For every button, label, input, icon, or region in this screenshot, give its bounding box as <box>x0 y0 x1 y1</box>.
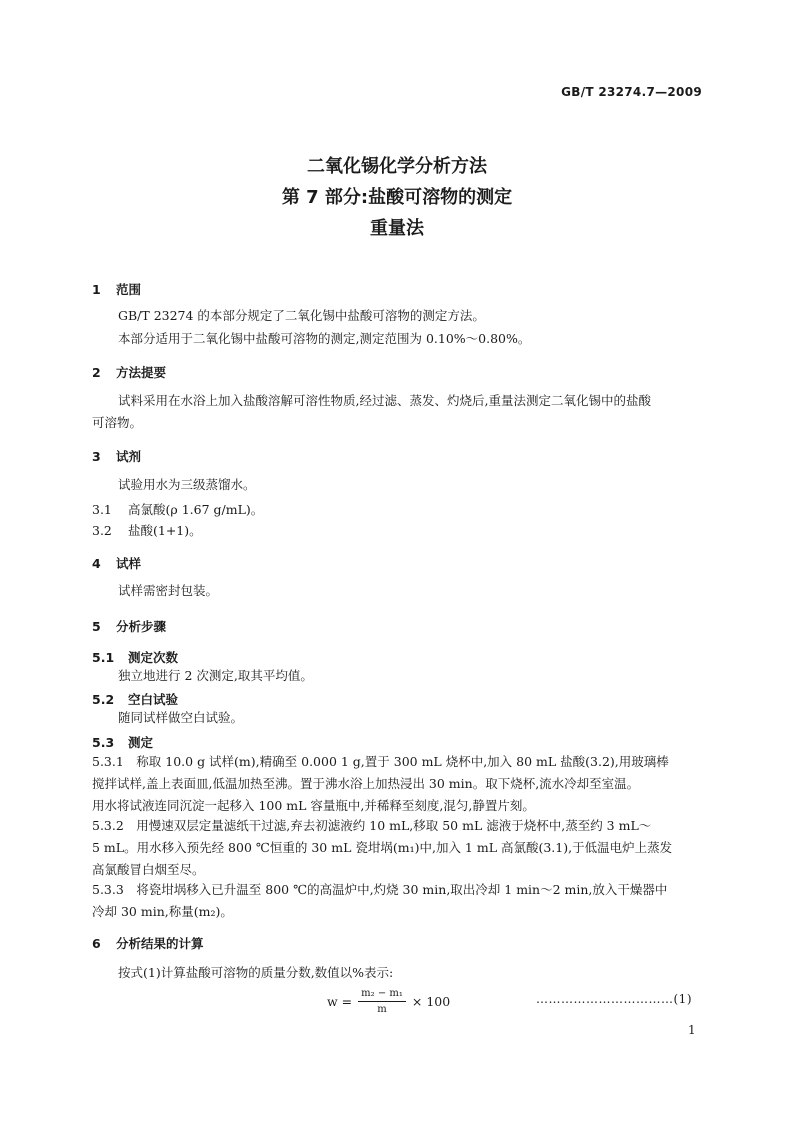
subsection-5-1-heading <box>92 648 178 666</box>
item-text: 盐酸(1+1)。 <box>128 523 202 538</box>
clause-5-3-1-line-1: 5.3.1 称取 10.0 g 试样(m),精确至 0.000 1 g,置于 300 mL 烧杯中,加入 80 mL 盐酸(3.2),用玻璃棒 <box>92 754 669 769</box>
subsection-title: 测定 <box>128 735 154 750</box>
clause-5-3-3-line-1: 5.3.3 将瓷坩埚移入已升温至 800 ℃的高温炉中,灼烧 30 min,取出冷却 1 min～2 min,放入干燥器中 <box>92 882 668 897</box>
section-title: 试样 <box>116 556 142 571</box>
section-6-heading <box>92 934 204 952</box>
clause-5-3-1-line-3: 用水将试液连同沉淀一起移入 100 mL 容量瓶中,并稀释至刻度,混匀,静置片刻。 <box>92 798 535 813</box>
section-4-para-1: 试样需密封包装。 <box>118 583 219 598</box>
clause-5-3-1-line-2: 搅拌试样,盖上表面皿,低温加热至沸。置于沸水浴上加热浸出 30 min。取下烧杯,流水冷却至室温。 <box>92 776 640 791</box>
section-title: 试剂 <box>116 449 142 464</box>
subsection-title: 空白试验 <box>128 692 179 707</box>
formula-1 <box>327 988 450 1015</box>
subsection-number: 5.2 <box>92 692 115 707</box>
item-3-1 <box>92 500 263 518</box>
section-6-para-1: 按式(1)计算盐酸可溶物的质量分数,数值以%表示: <box>118 965 394 980</box>
title-line-2: 第 7 部分:盐酸可溶物的测定 <box>281 187 513 208</box>
subsection-number: 5.3 <box>92 735 115 750</box>
section-3-heading <box>92 447 141 465</box>
title-line-1: 二氧化锡化学分析方法 <box>307 156 487 177</box>
section-number: 4 <box>92 556 101 571</box>
title-line-3: 重量法 <box>370 218 424 239</box>
page-number: 1 <box>688 1023 696 1037</box>
formula-denominator: m <box>377 1004 387 1015</box>
section-1-para-1: GB/T 23274 的本部分规定了二氧化锡中盐酸可溶物的测定方法。 <box>118 308 485 323</box>
clause-5-3-3-line-2: 冷却 30 min,称量(m₂)。 <box>92 904 233 919</box>
formula-numerator: m₂ − m₁ <box>358 988 406 1002</box>
section-1-heading <box>92 280 141 298</box>
section-1-para-2: 本部分适用于二氧化锡中盐酸可溶物的测定,测定范围为 0.10%～0.80%。 <box>118 331 531 346</box>
item-number: 3.1 <box>92 502 112 517</box>
section-number: 5 <box>92 619 101 634</box>
item-number: 3.2 <box>92 523 112 538</box>
section-2-para-line-2: 可溶物。 <box>92 415 143 430</box>
section-2-para-line-1: 试料采用在水浴上加入盐酸溶解可溶性物质,经过滤、蒸发、灼烧后,重量法测定二氧化锡中的盐酸 <box>118 393 651 408</box>
subsection-number: 5.1 <box>92 650 115 665</box>
section-title: 范围 <box>116 282 142 297</box>
section-title: 方法提要 <box>116 365 167 380</box>
section-2-heading <box>92 363 166 381</box>
subsection-5-2-text: 随同试样做空白试验。 <box>118 710 244 725</box>
item-text: 高氯酸(ρ 1.67 g/mL)。 <box>128 502 264 517</box>
section-number: 1 <box>92 282 101 297</box>
clause-5-3-2-line-1: 5.3.2 用慢速双层定量滤纸干过滤,弃去初滤液约 10 mL,移取 50 mL 滤液于烧杯中,蒸至约 3 mL～ <box>92 818 652 833</box>
formula-lhs: w = <box>327 994 353 1009</box>
formula-fraction <box>358 988 406 1015</box>
standard-code: GB/T 23274.7—2009 <box>561 85 702 99</box>
formula-rhs: × 100 <box>411 994 451 1009</box>
section-4-heading <box>92 554 141 572</box>
section-title: 分析结果的计算 <box>116 936 204 951</box>
section-3-para-1: 试验用水为三级蒸馏水。 <box>118 477 256 492</box>
subsection-5-2-heading <box>92 690 178 708</box>
clause-5-3-2-line-3: 高氯酸冒白烟至尽。 <box>92 862 205 877</box>
equation-number: ……………………………(1) <box>536 992 692 1006</box>
section-5-heading <box>92 617 166 635</box>
section-number: 3 <box>92 449 101 464</box>
section-title: 分析步骤 <box>116 619 167 634</box>
subsection-title: 测定次数 <box>128 650 179 665</box>
section-number: 6 <box>92 936 101 951</box>
section-number: 2 <box>92 365 101 380</box>
subsection-5-3-heading <box>92 733 153 751</box>
clause-5-3-2-line-2: 5 mL。用水移入预先经 800 ℃恒重的 30 mL 瓷坩埚(m₁)中,加入 1 mL 高氯酸(3.1),于低温电炉上蒸发 <box>92 840 673 855</box>
subsection-5-1-text: 独立地进行 2 次测定,取其平均值。 <box>118 668 313 683</box>
item-3-2 <box>92 521 202 539</box>
